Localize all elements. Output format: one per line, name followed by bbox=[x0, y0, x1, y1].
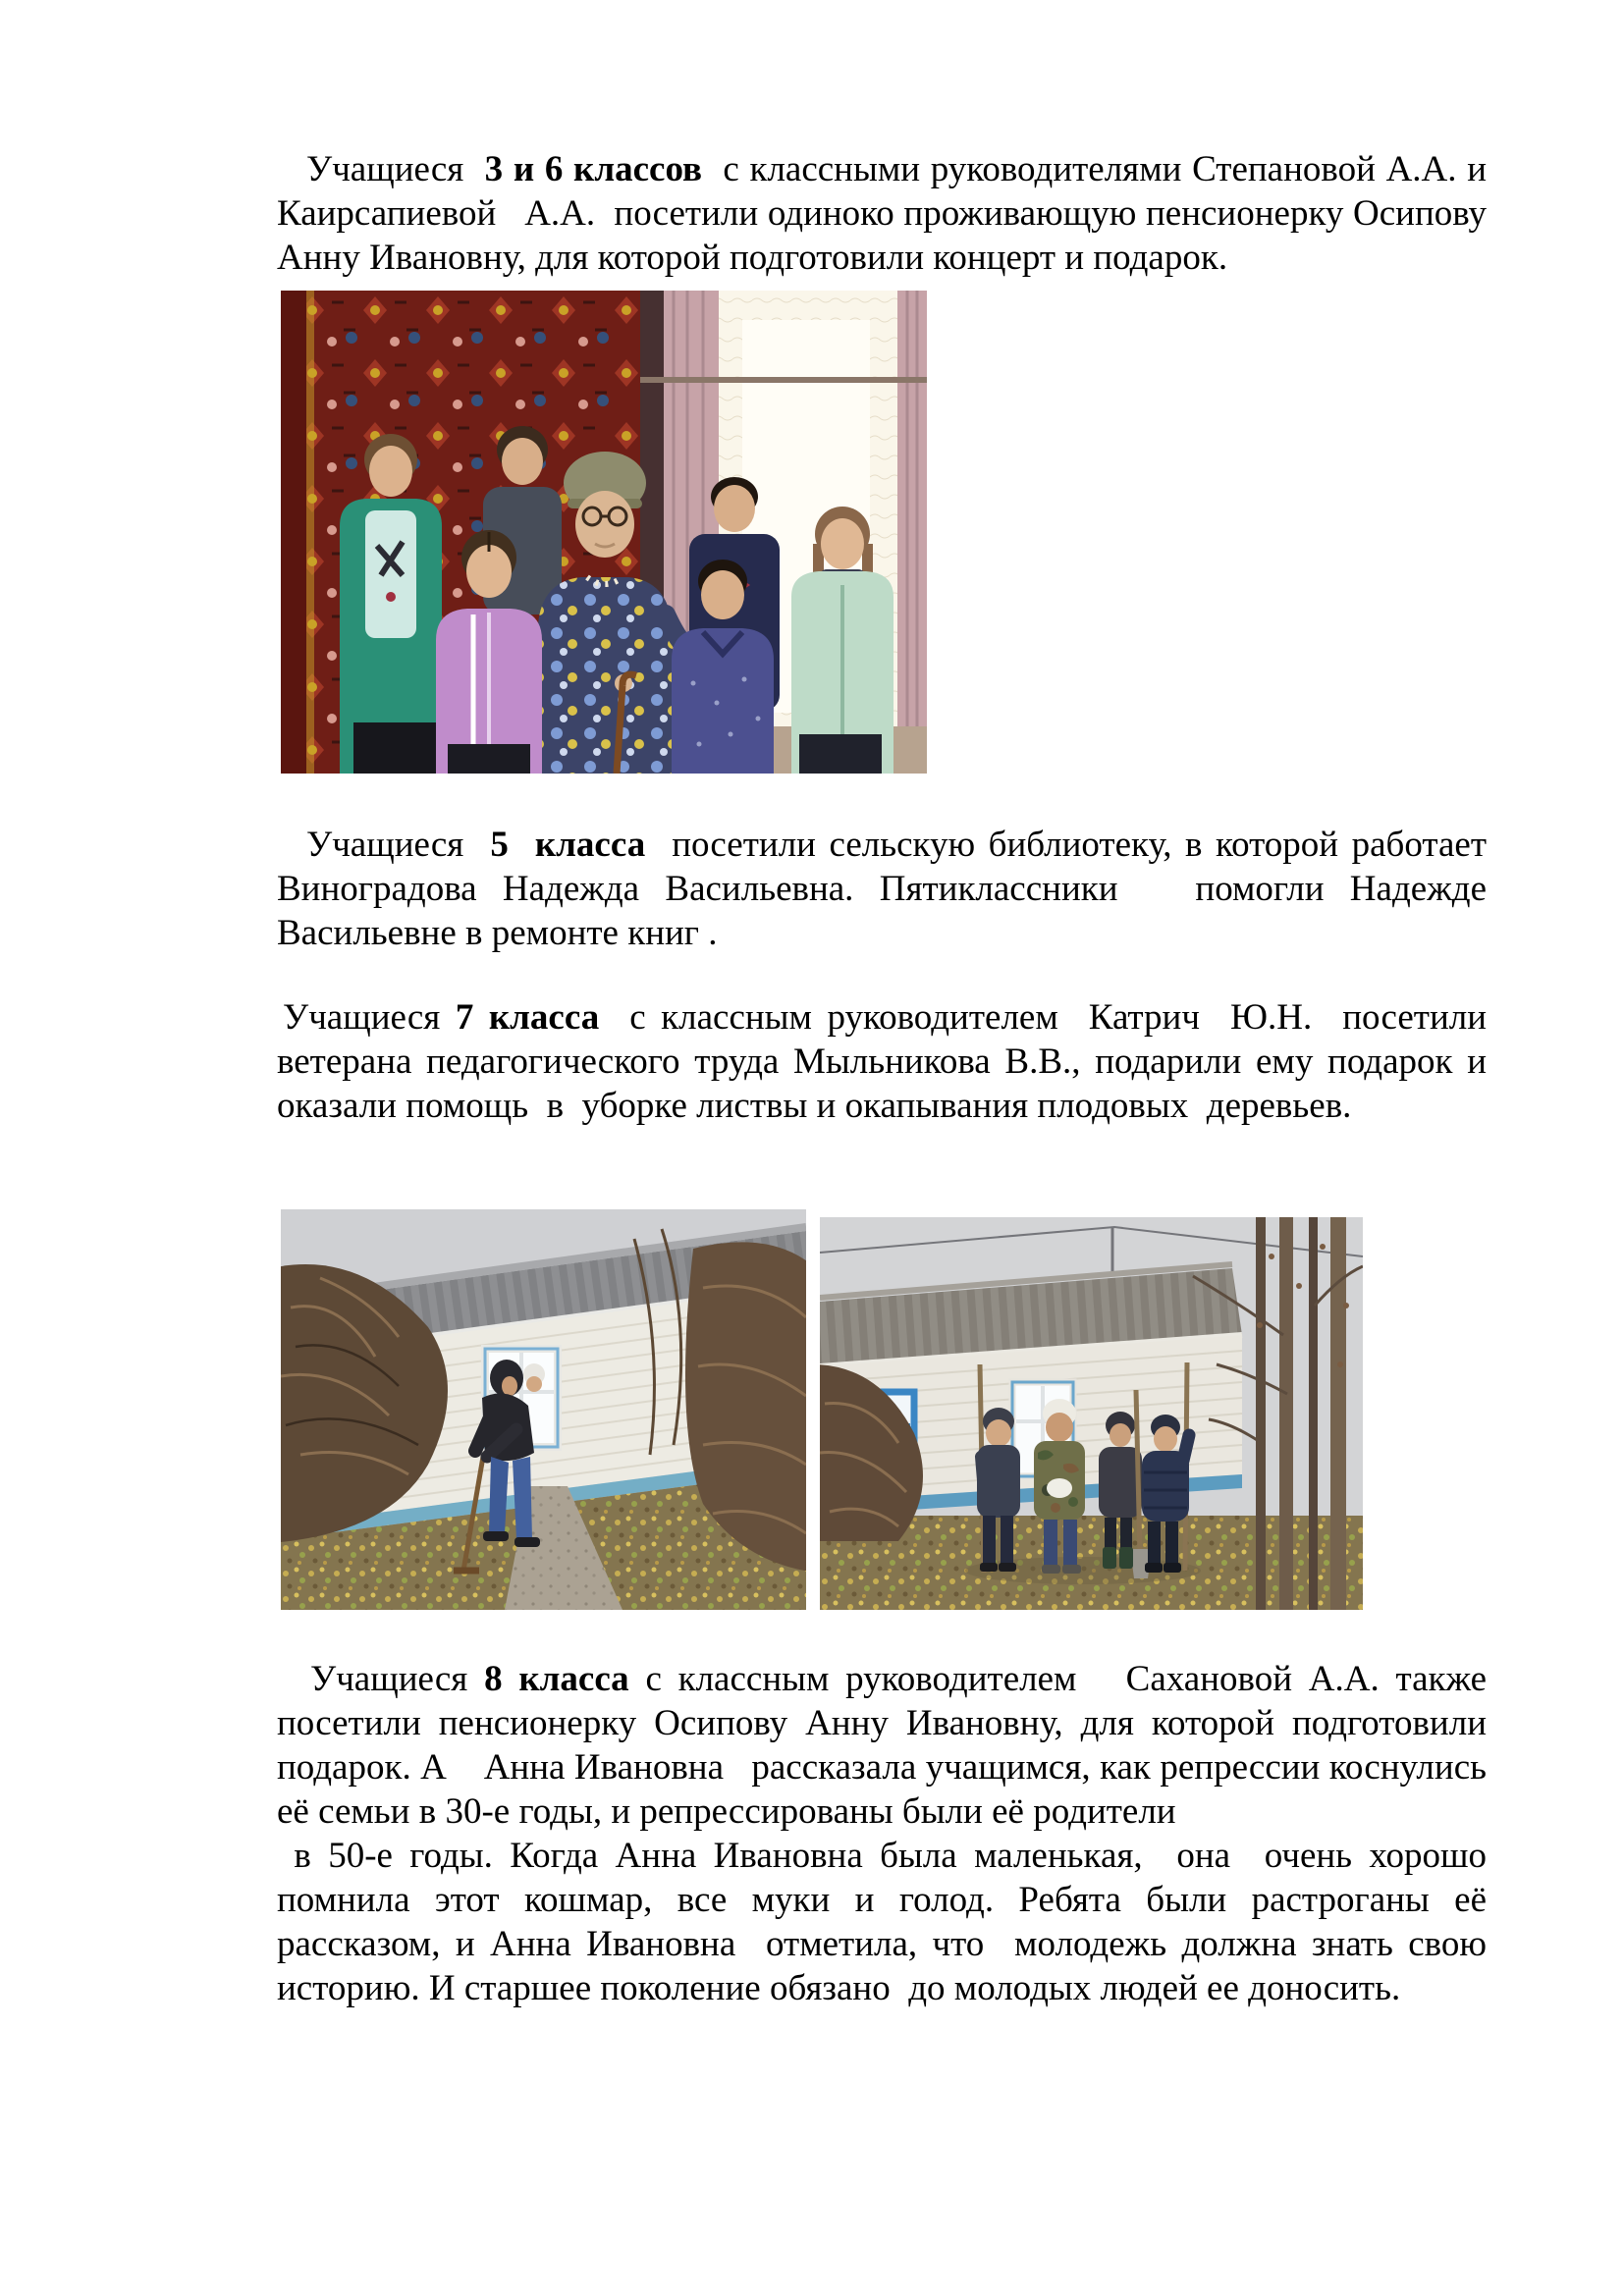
photo-leaf-raking bbox=[281, 1209, 806, 1610]
photo-group-with-pensioner bbox=[281, 291, 927, 774]
group-photo-illustration bbox=[281, 291, 927, 774]
paragraph-grade-7: Учащиеся 7 класса с классным руководителем Катрич Ю.Н. посетили ветерана педагогического труда Мыльникова В.В., подарили ему подарок и оказали помощь в уборке листвы и окапывания плодовых деревьев. bbox=[277, 997, 1488, 1126]
paragraph-grade-5: Учащиеся 5 класса посетили сельскую библиотеку, в которой работает Виноградова Надежда Васильевна. Пятиклассники помогли Надежде Васильевне в ремонте книг . bbox=[277, 825, 1487, 953]
students-shovels-illustration bbox=[820, 1217, 1363, 1610]
paragraph-grades-3-6: Учащиеся 3 и 6 классов с классными руководителями Степановой А.А. и Каирсапиевой А.А. посетили одиноко проживающую пенсионерку Осипову Анну Ивановну, для которой подготовили концерт и подарок. bbox=[277, 149, 1488, 278]
photo-students-with-shovels bbox=[820, 1217, 1363, 1610]
leaf-raking-illustration bbox=[281, 1209, 806, 1610]
paragraph-grade-8: Учащиеся 8 класса с классным руководителем Сахановой А.А. также посетили пенсионерку Осипову Анну Ивановну, для которой подготовили подарок. А Анна Ивановна рассказала учащимся, как репрессии коснулись её семьи в 30-е годы, и репрессированы были её родители в 50-е годы. Когда Анна Ивановна была маленькая, она очень хорошо помнила этот кошмар, все муки и голод. Ребята были растроганы её рассказом, и Анна Ивановна отметила, что молодежь должна знать свою историю. И старшее поколение обязано до молодых людей ее доносить. bbox=[277, 1659, 1487, 2008]
